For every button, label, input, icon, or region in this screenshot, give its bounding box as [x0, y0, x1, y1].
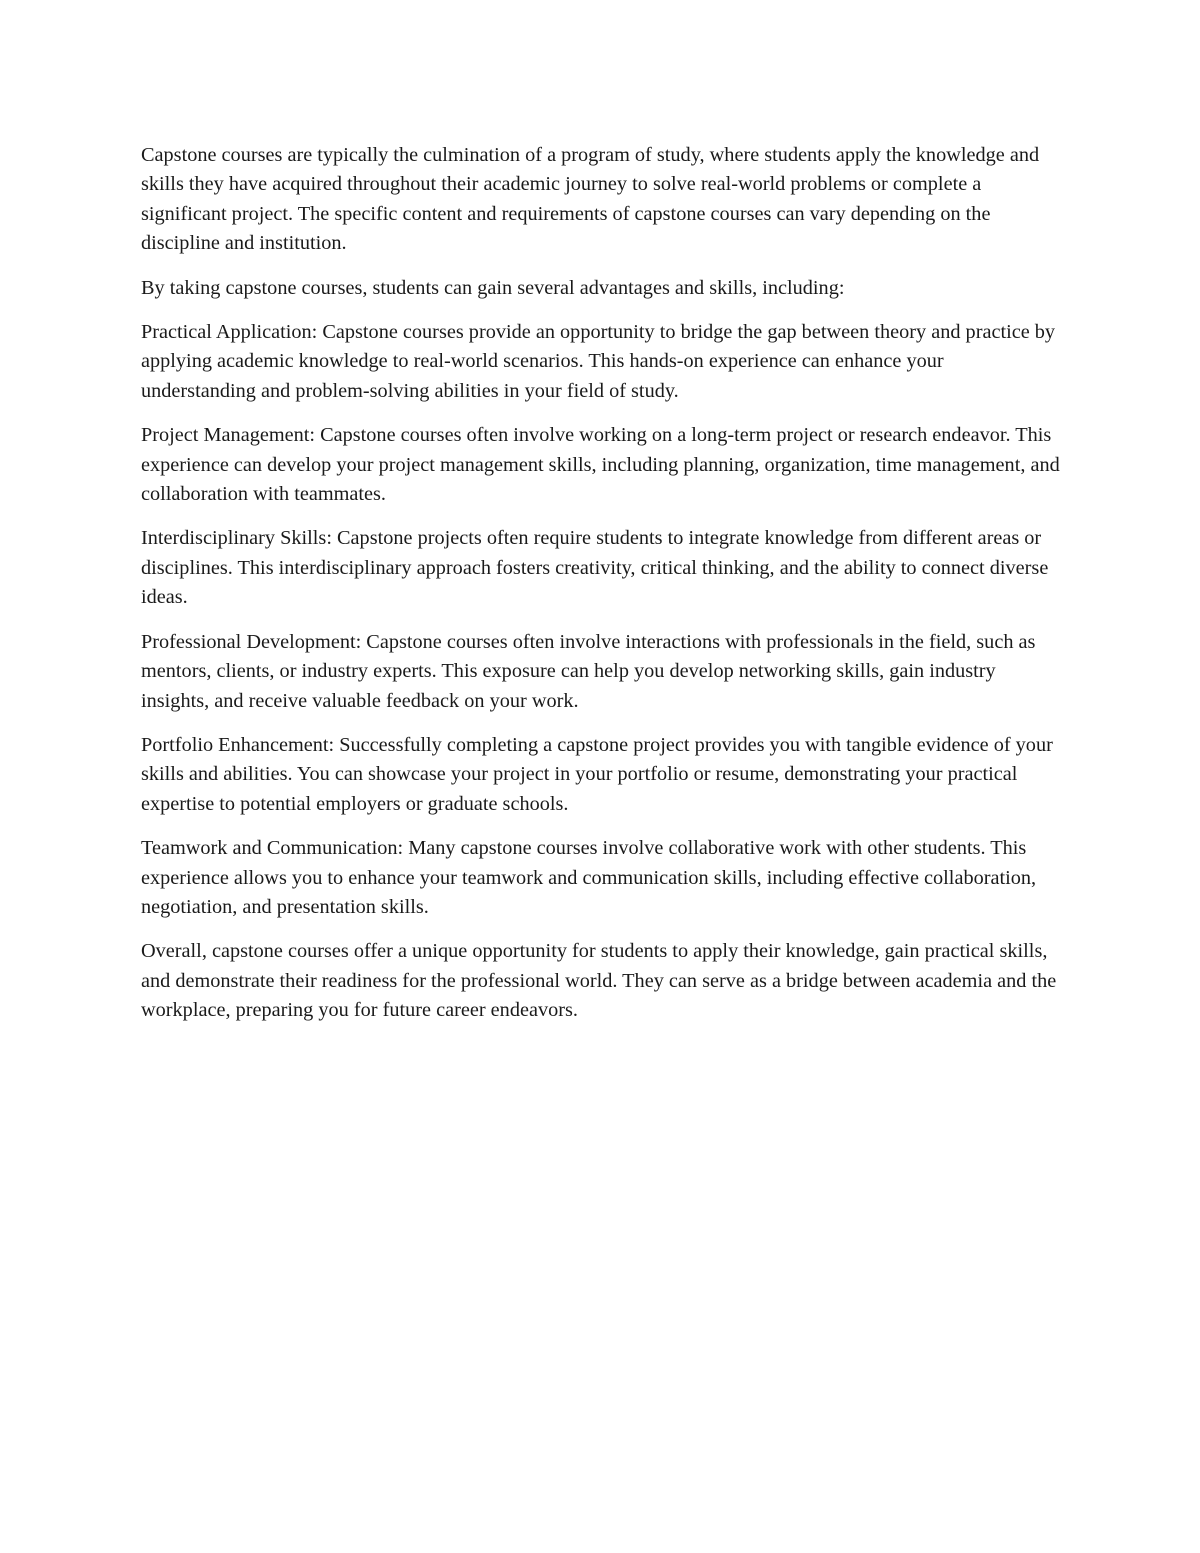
paragraph-practical-application: Practical Application: Capstone courses provide an opportunity to bridge the gap between theory and practice by applying academic knowledge to real-world scenarios. This hands-on experience can enhance your understanding and problem-solving abilities in your field of study. — [141, 321, 1056, 402]
paragraph-intro: Capstone courses are typically the culmination of a program of study, where students apply the knowledge and skills they have acquired throughout their academic journey to solve real-world problems or complete a significant project. The specific content and requirements of capstone courses can vary depending on the discipline and institution. — [141, 144, 1040, 255]
paragraph-teamwork-communication: Teamwork and Communication: Many capstone courses involve collaborative work with other students. This experience allows you to enhance your teamwork and communication skills, including effective collaboration, negotiation, and presentation skills. — [141, 837, 1037, 918]
paragraph-project-management: Project Management: Capstone courses often involve working on a long-term project or research endeavor. This experience can develop your project management skills, including planning, organization, time management, and collaboration with teammates. — [141, 424, 1060, 506]
paragraph-portfolio-enhancement: Portfolio Enhancement: Successfully completing a capstone project provides you with tangible evidence of your skills and abilities. You can showcase your project in your portfolio or resume, demonstrating your practical expertise to potential employers or graduate schools. — [141, 733, 1053, 815]
paragraph-professional-development: Professional Development: Capstone courses often involve interactions with professionals in the field, such as mentors, clients, or industry experts. This exposure can help you develop networking skills, gain industry insights, and receive valuable feedback on your work. — [141, 630, 1036, 712]
document-body — [141, 141, 1061, 1041]
paragraph-interdisciplinary-skills: Interdisciplinary Skills: Capstone projects often require students to integrate knowledge from different areas or disciplines. This interdisciplinary approach fosters creativity, critical thinking, and the ability to connect diverse ideas. — [141, 527, 1049, 609]
paragraph-advantages-lead: By taking capstone courses, students can gain several advantages and skills, including: — [141, 276, 845, 299]
paragraph-conclusion: Overall, capstone courses offer a unique opportunity for students to apply their knowledge, gain practical skills, and demonstrate their readiness for the professional world. They can serve as a bridge between academia and the workplace, preparing you for future career endeavors. — [141, 940, 1057, 1022]
